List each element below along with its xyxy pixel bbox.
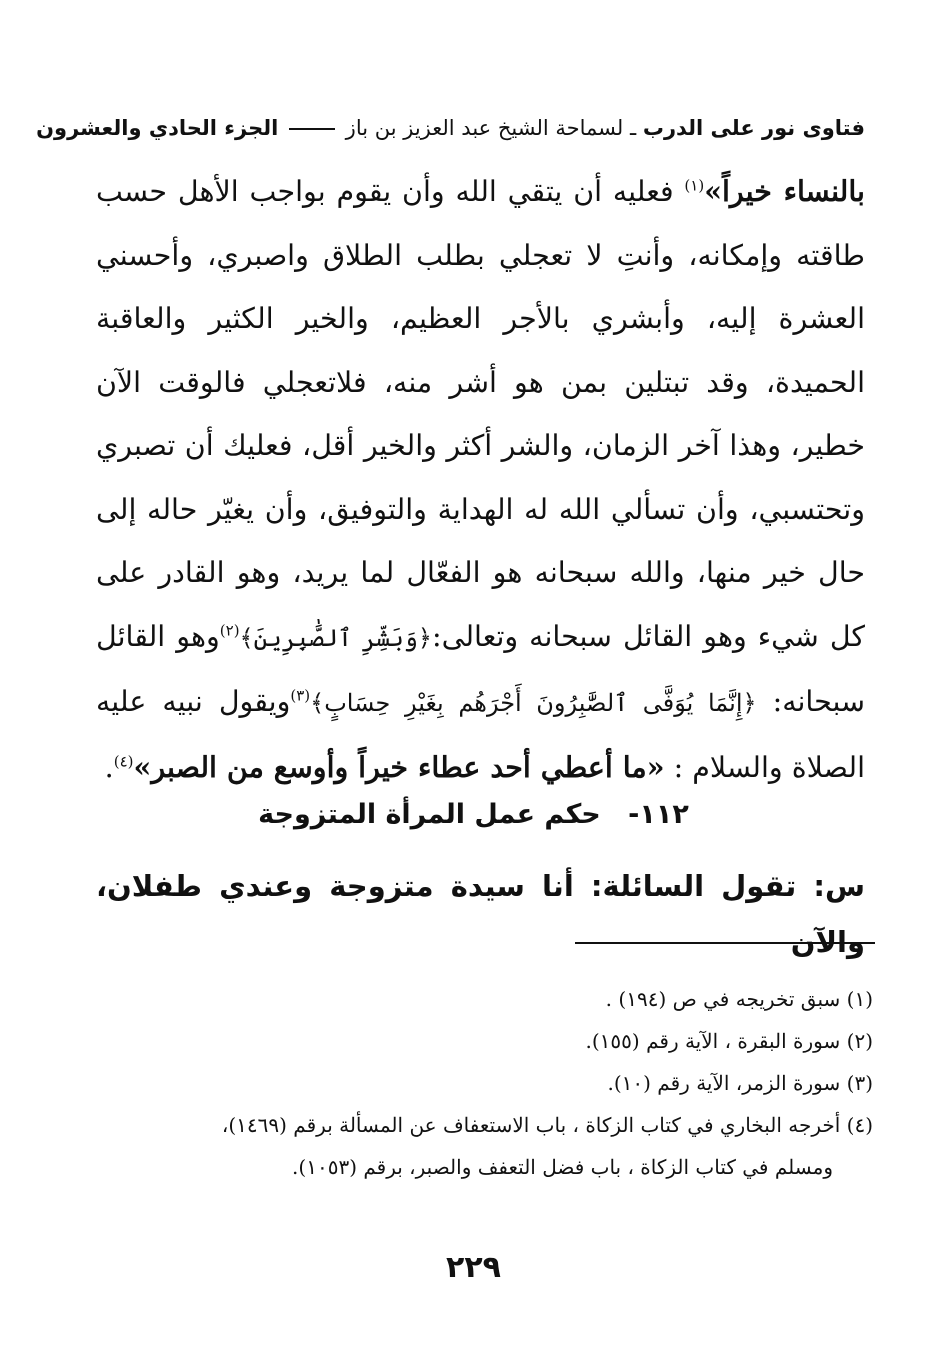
body-paragraph <box>96 160 865 799</box>
answer-body-2: وهو القائل سبحانه: <box>96 619 865 718</box>
footnote-ref-1: (١) <box>684 176 705 195</box>
footnote-ref-4: (٤) <box>113 752 134 770</box>
answer-body: فعليه أن يتقي الله وأن يقوم بواجب الأهل حسب طاقته وإمكانه، وأنتِ لا تعجلي بطلب الطلاق واصبري، وأحسني العشرة إليه، وأبشري بالأجر العظيم، والخير الكثير والعاقبة الحميدة، وقد تبتلين بمن هو أشر منه، فلاتعجلي فالوقت الآن خطير، وهذا آخر الزمان، والشر أكثر والخير أقل، فعليك أن تصبري وتحتسبي، وأن تسألي الله له الهداية والتوفيق، وأن يغيّر حاله إلى حال خير منها، والله سبحانه هو الفعّال لما يريد، وهو القادر على كل شيء وهو القائل سبحانه وتعالى: <box>96 175 865 653</box>
header-dash: ـ <box>630 116 637 140</box>
answer-text <box>96 160 865 799</box>
quran-verse-2: ﴿إِنَّمَا يُوَفَّى ٱلصَّٰبِرُونَ أَجْرَهُم بِغَيْرِ حِسَابٍ﴾ <box>310 689 757 717</box>
running-header <box>36 108 865 148</box>
quran-verse-1: ﴿وَبَشِّرِ ٱلصَّٰبِرِينَ﴾ <box>239 623 432 652</box>
footnote-3: (٣) سورة الزمر، الآية رقم (١٠). <box>607 1071 873 1095</box>
footnote-4: (٤) أخرجه البخاري في كتاب الزكاة ، باب الاستعفاف عن المسألة برقم (١٤٦٩)، <box>221 1113 873 1137</box>
header-separator <box>289 128 335 130</box>
footnote-ref-3: (٣) <box>290 686 311 705</box>
end-mark: . <box>104 750 114 784</box>
footnote-4-continued: ومسلم في كتاب الزكاة ، باب فضل التعفف والصبر، برقم (١٠٥٣). <box>292 1155 833 1179</box>
header-book-title: فتاوى نور على الدرب <box>642 116 865 140</box>
footnote-divider <box>575 942 875 944</box>
header-author: لسماحة الشيخ عبد العزيز بن باز <box>345 116 624 140</box>
section-number: ١١٢- <box>628 799 689 830</box>
hadith-ending: بالنساء خيراً» <box>704 174 865 208</box>
footnote-1: (١) سبق تخريجه في ص (١٩٤) . <box>605 987 873 1011</box>
footnotes <box>96 978 873 1188</box>
footnote-2: (٢) سورة البقرة ، الآية رقم (١٥٥). <box>585 1029 873 1053</box>
hadith-quote: «ما أعطي أحد عطاء خيراً وأوسع من الصبر» <box>133 749 665 784</box>
page-number: ٢٢٩ <box>446 1250 501 1285</box>
section-heading <box>0 790 947 840</box>
section-title: حكم عمل المرأة المتزوجة <box>258 799 601 830</box>
footnote-ref-2: (٢) <box>219 621 240 639</box>
question-text: س: تقول السائلة: أنا سيدة متزوجة وعندي طفلان، والآن <box>96 869 865 959</box>
answer-body-3: ويقول نبيه عليه الصلاة والسلام : <box>96 685 865 784</box>
header-volume: الجزء الحادي والعشرون <box>36 116 279 140</box>
